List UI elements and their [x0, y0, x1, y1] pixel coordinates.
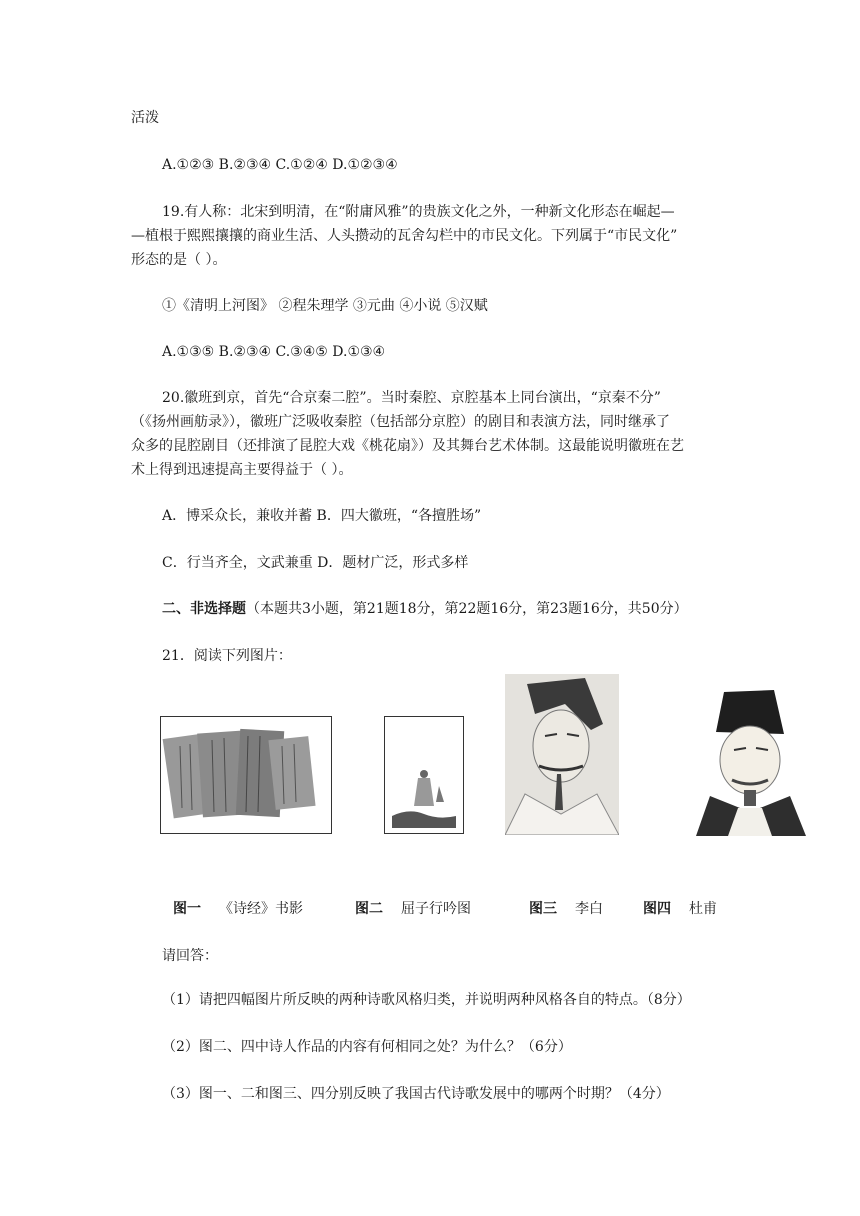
- q19-line-1: 19.有人称：北宋到明清，在“附庸风雅”的贵族文化之外，一种新文化形态在崛起—: [162, 204, 675, 220]
- figure-1-caption: [173, 898, 303, 918]
- figure-3-caption: [529, 898, 603, 918]
- figure-4-caption: [643, 898, 717, 918]
- section-2-title: 二、非选择题: [162, 601, 246, 617]
- figure-2-quzi-image: [384, 716, 464, 834]
- figure-3-label: 图三: [529, 901, 557, 917]
- q20-options-ab: A．博采众长，兼收并蓄 B．四大徽班，“各擅胜场”: [162, 508, 482, 524]
- figure-3-libai-image: [505, 674, 619, 835]
- figure-2-label: 图二: [355, 901, 383, 917]
- text-line-1: 活泼: [131, 110, 159, 126]
- q19-line-3: 形态的是（ ）。: [131, 252, 227, 268]
- q18-options: A.①②③ B.②③④ C.①②④ D.①②③④: [162, 157, 398, 173]
- q20-line-1: 20.徽班到京，首先“合京秦二腔”。当时秦腔、京腔基本上同台演出，“京秦不分”: [162, 390, 661, 406]
- q19-options: A.①③⑤ B.②③④ C.③④⑤ D.①③④: [162, 344, 386, 360]
- figure-4-text: 杜甫: [689, 901, 717, 917]
- sub-question-1: （1）请把四幅图片所反映的两种诗歌风格归类，并说明两种风格各自的特点。（8分）: [162, 992, 691, 1008]
- q19-line-2: —植根于熙熙攘攘的商业生活、人头攒动的瓦舍勾栏中的市民文化。下列属于“市民文化”: [131, 228, 678, 244]
- q19-items: ①《清明上河图》 ②程朱理学 ③元曲 ④小说 ⑤汉赋: [162, 298, 488, 314]
- figure-2-text: 屈子行吟图: [401, 901, 471, 917]
- q21-prompt: 21．阅读下列图片：: [162, 648, 292, 664]
- section-2-desc: （本题共3小题，第21题18分，第22题16分，第23题16分，共50分）: [246, 601, 688, 617]
- figure-4-label: 图四: [643, 901, 671, 917]
- q20-line-4: 术上得到迅速提高主要得益于（ ）。: [131, 462, 353, 478]
- section-2-heading: [162, 599, 688, 619]
- q20-line-2: （《扬州画舫录》），徽班广泛吸收秦腔（包括部分京腔）的剧目和表演方法，同时继承了: [131, 414, 670, 430]
- figure-2-caption: [355, 898, 471, 918]
- figure-1-label: 图一: [173, 901, 201, 917]
- figure-3-text: 李白: [575, 901, 603, 917]
- answer-prompt: 请回答：: [162, 948, 218, 964]
- q20-options-cd: C．行当齐全，文武兼重 D．题材广泛，形式多样: [162, 555, 469, 571]
- figure-1-shijing-image: [160, 716, 332, 834]
- q20-line-3: 众多的昆腔剧目（还排演了昆腔大戏《桃花扇》）及其舞台艺术体制。这最能说明徽班在艺: [131, 438, 684, 454]
- figure-4-dufu-image: [688, 684, 811, 836]
- sub-question-3: （3）图一、二和图三、四分别反映了我国古代诗歌发展中的哪两个时期？（4分）: [162, 1086, 670, 1102]
- figure-1-text: 《诗经》书影: [219, 901, 303, 917]
- sub-question-2: （2）图二、四中诗人作品的内容有何相同之处？为什么？（6分）: [162, 1039, 572, 1055]
